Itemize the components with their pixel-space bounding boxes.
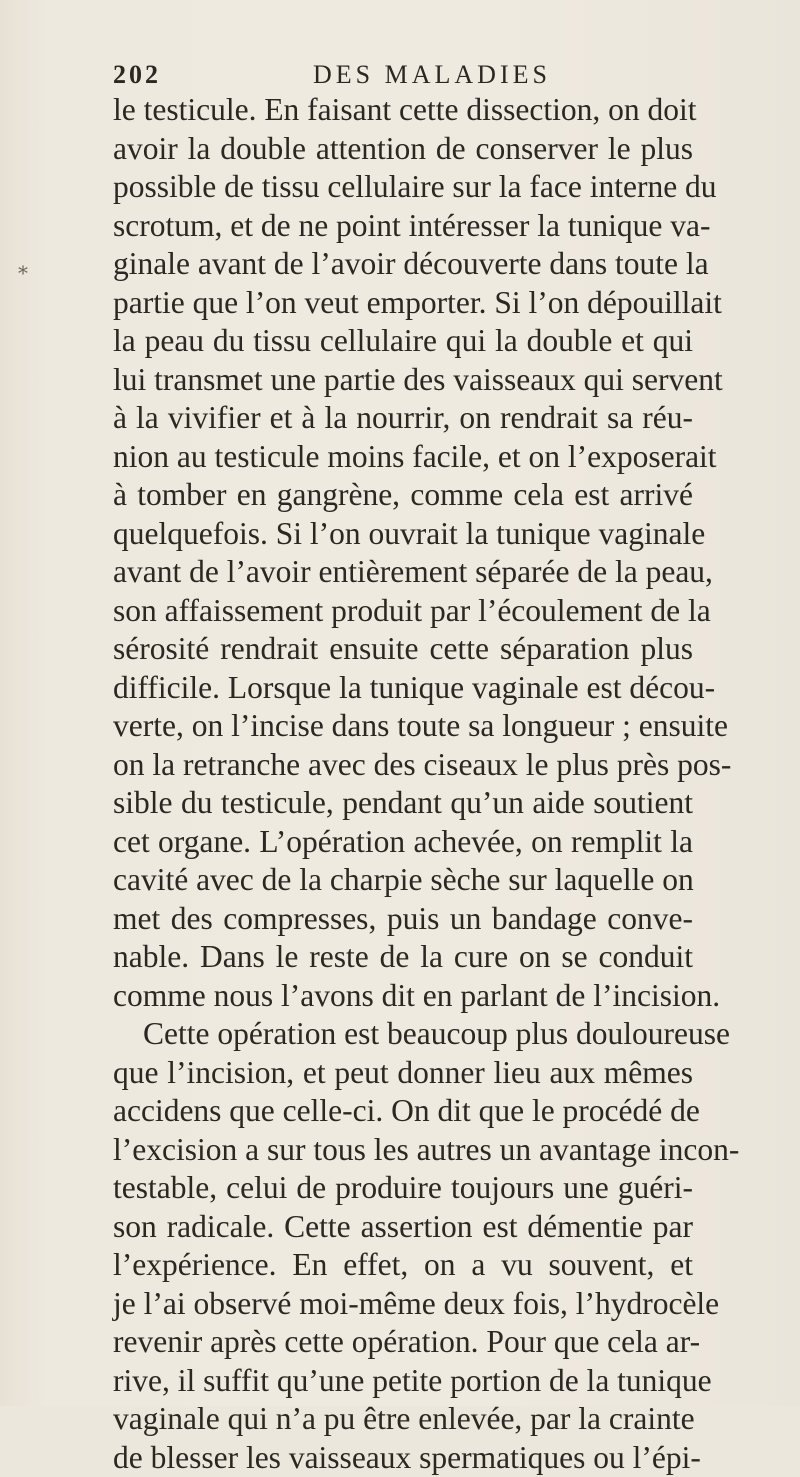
text-line: à tomber en gangrène, comme cela est arrivé — [113, 476, 693, 515]
text-line: la peau du tissu cellulaire qui la double et qui — [113, 322, 693, 361]
text-line: à la vivifier et à la nourrir, on rendrait sa réu- — [113, 399, 693, 438]
body-text — [113, 91, 693, 1477]
running-title: DES MALADIES — [313, 60, 551, 90]
paragraph-start-line: Cette opération est beaucoup plus douloureuse — [113, 1015, 693, 1054]
text-line: lui transmet une partie des vaisseaux qui servent — [113, 361, 693, 400]
text-line: accidens que celle-ci. On dit que le procédé de — [113, 1092, 693, 1131]
text-line: possible de tissu cellulaire sur la face interne du — [113, 168, 693, 207]
text-line: cet organe. L’opération achevée, on remplit la — [113, 823, 693, 862]
text-line: met des compresses, puis un bandage conve- — [113, 900, 693, 939]
text-line: difficile. Lorsque la tunique vaginale est décou- — [113, 669, 693, 708]
text-line: je l’ai observé moi-même deux fois, l’hydrocèle — [113, 1285, 693, 1324]
text-line: nion au testicule moins facile, et on l’exposerait — [113, 438, 693, 477]
text-line: ginale avant de l’avoir découverte dans toute la — [113, 245, 693, 284]
text-line: avoir la double attention de conserver le plus — [113, 130, 693, 169]
text-line: sible du testicule, pendant qu’un aide soutient — [113, 784, 693, 823]
text-line: rive, il suffit qu’une petite portion de la tunique — [113, 1362, 693, 1401]
paragraph-end-line: comme nous l’avons dit en parlant de l’incision. — [113, 977, 693, 1016]
text-line: cavité avec de la charpie sèche sur laquelle on — [113, 861, 693, 900]
running-head — [113, 60, 673, 92]
text-line: son affaissement produit par l’écoulement de la — [113, 592, 693, 631]
text-line: le testicule. En faisant cette dissection, on doit — [113, 91, 693, 130]
page-number: 202 — [113, 60, 161, 90]
text-line: avant de l’avoir entièrement séparée de la peau, — [113, 553, 693, 592]
text-line: sérosité rendrait ensuite cette séparation plus — [113, 630, 693, 669]
text-line: testable, celui de produire toujours une guéri- — [113, 1169, 693, 1208]
text-line: l’excision a sur tous les autres un avantage incon- — [113, 1131, 693, 1170]
text-line: on la retranche avec des ciseaux le plus près pos- — [113, 746, 693, 785]
text-line: l’expérience. En effet, on a vu souvent, et — [113, 1246, 693, 1285]
text-line: nable. Dans le reste de la cure on se conduit — [113, 938, 693, 977]
text-line: scrotum, et de ne point intéresser la tunique va- — [113, 207, 693, 246]
text-line: revenir après cette opération. Pour que cela ar- — [113, 1323, 693, 1362]
text-line: quelquefois. Si l’on ouvrait la tunique vaginale — [113, 515, 693, 554]
margin-mark: * — [18, 262, 32, 284]
text-line: que l’incision, et peut donner lieu aux mêmes — [113, 1054, 693, 1093]
text-line: partie que l’on veut emporter. Si l’on dépouillait — [113, 284, 693, 323]
text-line: son radicale. Cette assertion est démentie par — [113, 1208, 693, 1247]
text-line: de blesser les vaisseaux spermatiques ou l’épi- — [113, 1439, 693, 1477]
text-line: vaginale qui n’a pu être enlevée, par la crainte — [113, 1400, 693, 1439]
text-line: verte, on l’incise dans toute sa longueur ; ensuite — [113, 707, 693, 746]
